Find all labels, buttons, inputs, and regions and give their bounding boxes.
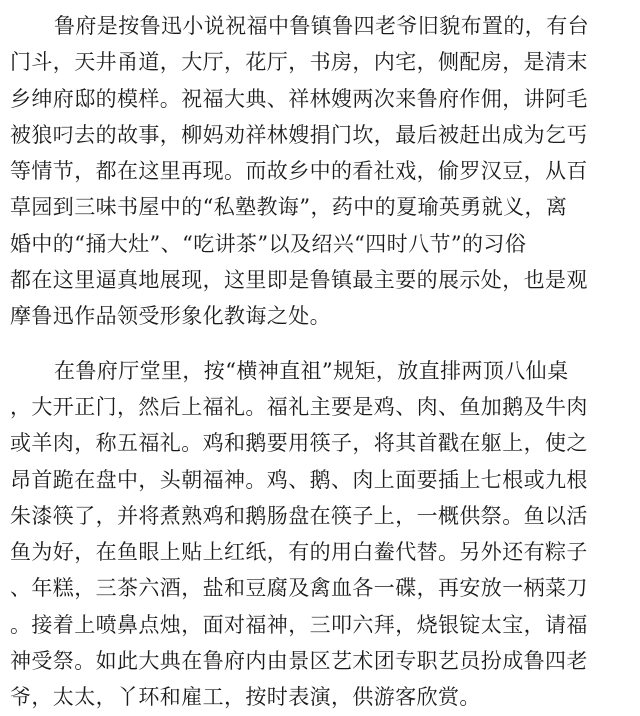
text-line: 朱漆筷了，并将煮熟鸡和鹅肠盘在筷子上，一概供祭。鱼以活 — [10, 503, 588, 528]
paragraph-gap — [10, 335, 630, 353]
text-line: 神受祭。如此大典在鲁府内由景区艺术团专职艺员扮成鲁四老 — [10, 649, 588, 674]
text-line: 被狼叼去的故事，柳妈劝祥林嫂捐门坎，最后被赶出成为乞丐 — [10, 122, 588, 147]
text-line: 鱼为好，在鱼眼上贴上红纸，有的用白鲞代替。另外还有粽子 — [10, 540, 588, 565]
text-line: 。接着上喷鼻点烛，面对福神，三叩六拜，烧银锭太宝，请福 — [10, 612, 588, 637]
text-line: 草园到三味书屋中的“私塾教诲”，药中的夏瑜英勇就义，离 — [10, 195, 568, 220]
text-line: 摩鲁迅作品领受形象化教诲之处。 — [10, 304, 331, 329]
text-line: 昂首跪在盘中，头朝福神。鸡、鹅、肉上面要插上七根或九根 — [10, 467, 588, 492]
text-line: 、年糕，三茶六酒，盐和豆腐及禽血各一碟，再安放一柄菜刀 — [10, 576, 588, 601]
text-line: 鲁府是按鲁迅小说祝福中鲁镇鲁四老爷旧貌布置的，有台 — [54, 14, 589, 38]
text-line: ，大开正门，然后上福礼。福礼主要是鸡、肉、鱼加鹅及牛肉 — [10, 394, 588, 419]
text-line: 婚中的“捅大灶”、“吃讲茶”以及绍兴“四时八节”的习俗 — [10, 231, 527, 256]
text-line: 乡绅府邸的模样。祝福大典、祥林嫂两次来鲁府作佣，讲阿毛 — [10, 86, 588, 111]
text-line: 爷，太太，丫环和雇工，按时表演，供游客欣赏。 — [10, 685, 481, 710]
text-line: 等情节，都在这里再现。而故乡中的看社戏，偷罗汉豆，从百 — [10, 159, 588, 184]
text-line: 或羊肉，称五福礼。鸡和鹅要用筷子，将其首戳在躯上，使之 — [10, 431, 588, 456]
text-line: 都在这里逼真地展现，这里即是鲁镇最主要的展示处，也是观 — [10, 268, 588, 293]
paragraph-1 — [10, 8, 630, 335]
paragraph-2 — [10, 353, 630, 716]
text-line: 在鲁府厅堂里，按“横神直祖”规矩，放直排两顶八仙桌 — [54, 358, 569, 383]
text-line: 门斗，天井甬道，大厅，花厅，书房，内宅，侧配房，是清末 — [10, 50, 588, 75]
